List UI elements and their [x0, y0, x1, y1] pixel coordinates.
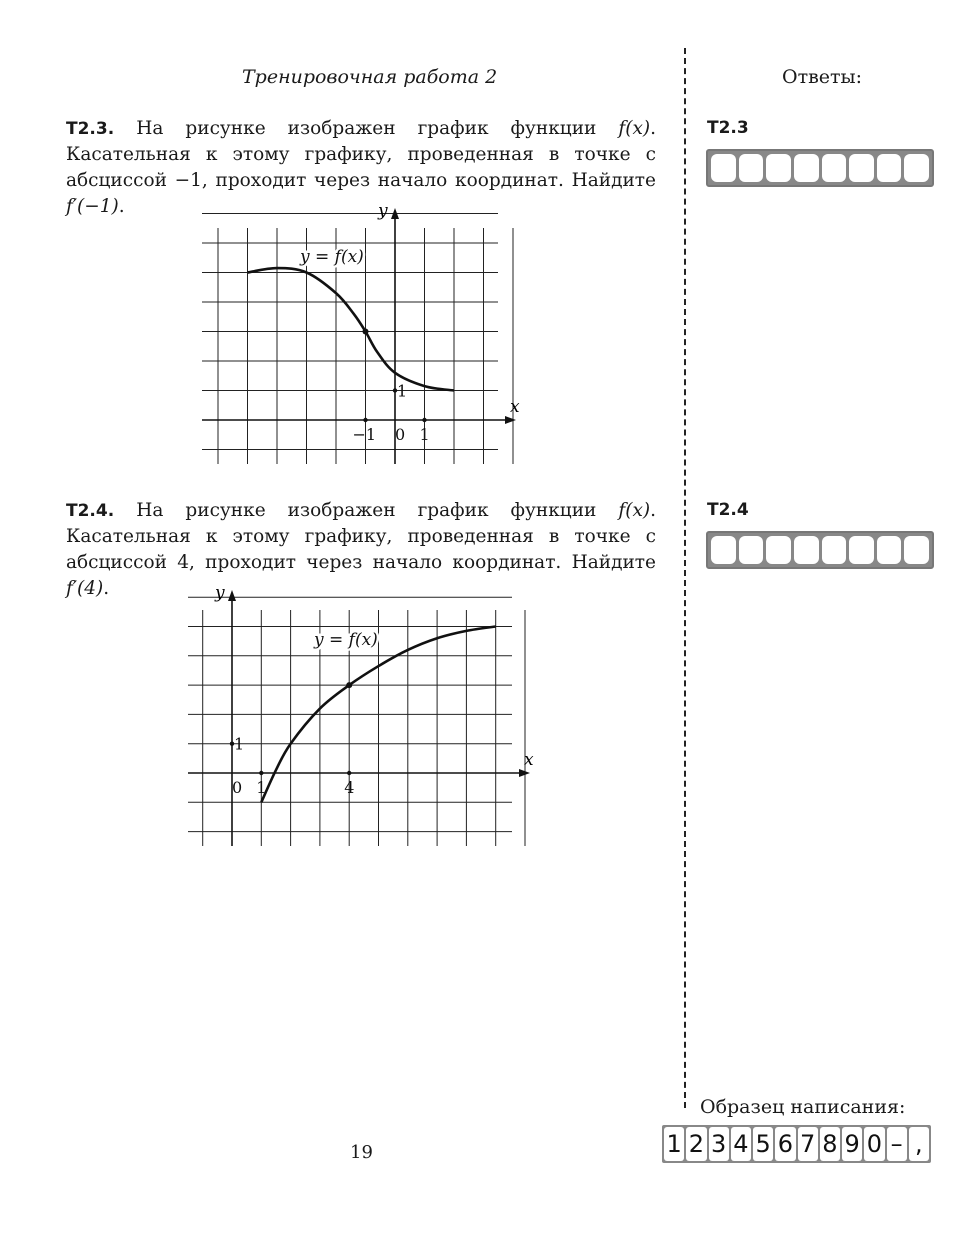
page-number: 19 [350, 1142, 373, 1163]
answer-cell[interactable] [877, 154, 902, 182]
answer-label-t2-3: T2.3 [707, 118, 749, 138]
x-tick-label: 0 [395, 425, 406, 444]
tangent-point [346, 682, 352, 688]
problem-text: На рисунке изображен график функции [114, 500, 619, 521]
x-tick-mark [259, 771, 263, 775]
x-tick-label: −1 [352, 425, 377, 444]
answer-cell[interactable] [794, 536, 819, 564]
sample-char: , [909, 1127, 929, 1161]
curve-label: y = f(x) [314, 630, 378, 650]
answer-cell[interactable] [822, 154, 847, 182]
sample-char: 2 [686, 1127, 706, 1161]
sample-char: 1 [664, 1127, 684, 1161]
x-axis-arrow [505, 416, 516, 424]
sample-char: 8 [820, 1127, 840, 1161]
y-axis-arrow [228, 590, 236, 601]
x-tick-label: 1 [256, 778, 267, 797]
sample-char: 4 [731, 1127, 751, 1161]
problem-text: . [103, 578, 110, 599]
graph-marks [230, 630, 378, 797]
answer-field-t2-4[interactable] [706, 531, 934, 569]
x-tick-label: 1 [419, 425, 430, 444]
sample-char: 7 [798, 1127, 818, 1161]
x-axis-label: x [510, 397, 520, 417]
answer-cell[interactable] [766, 536, 791, 564]
graph-t2-4 [178, 580, 538, 855]
derivative-notation: f′(−1) [66, 196, 119, 217]
x-tick-label: 4 [344, 778, 355, 797]
sample-writing-label: Образец написания: [700, 1096, 906, 1118]
x-tick-label: 0 [232, 778, 243, 797]
function-notation: f(x) [618, 118, 651, 139]
graph-t2-3 [190, 198, 530, 473]
sample-char: 9 [842, 1127, 862, 1161]
answer-cell[interactable] [877, 536, 902, 564]
y-tick-label: 1 [397, 381, 408, 401]
x-tick-mark [347, 771, 351, 775]
page-header-title: Тренировочная работа 2 [242, 66, 498, 88]
answer-cell[interactable] [849, 154, 874, 182]
sample-char: 3 [709, 1127, 729, 1161]
answer-label-t2-4: T2.4 [707, 500, 749, 520]
x-tick-mark [422, 418, 426, 422]
answer-cell[interactable] [822, 536, 847, 564]
graph-marks [299, 247, 430, 444]
problem-text: . Касательная к этому графику, проведенная в точке с абсциссой 4, проходит через начало координат. Найдите [66, 500, 656, 573]
x-tick-mark [363, 418, 367, 422]
y-axis-label: y [215, 583, 225, 603]
answer-cell[interactable] [739, 154, 764, 182]
y-tick-label: 1 [234, 734, 245, 754]
problem-id: T2.4. [66, 501, 115, 521]
sample-writing-strip [662, 1125, 931, 1163]
x-axis-label: x [524, 750, 534, 770]
problem-text: . Касательная к этому графику, проведенная в точке с абсциссой −1, проходит через начало координат. Найдите [66, 118, 656, 191]
answer-cell[interactable] [739, 536, 764, 564]
function-notation: f(x) [618, 500, 651, 521]
derivative-notation: f′(4) [66, 578, 104, 599]
function-curve [248, 268, 455, 390]
problem-text: На рисунке изображен график функции [114, 118, 619, 139]
answer-field-t2-3[interactable] [706, 149, 934, 187]
answer-cell[interactable] [849, 536, 874, 564]
y-axis-label: y [378, 201, 388, 221]
problem-text: . [118, 196, 125, 217]
answer-cell[interactable] [904, 536, 929, 564]
dashed-divider [684, 48, 686, 1108]
answer-cell[interactable] [766, 154, 791, 182]
sample-char: 6 [775, 1127, 795, 1161]
answer-cell[interactable] [711, 536, 736, 564]
answers-heading: Ответы: [782, 66, 863, 88]
sample-char: 0 [864, 1127, 884, 1161]
answer-cell[interactable] [711, 154, 736, 182]
answer-cell[interactable] [794, 154, 819, 182]
answer-cell[interactable] [904, 154, 929, 182]
tangent-point [363, 329, 369, 335]
problem-id: T2.3. [66, 119, 115, 139]
curve-label: y = f(x) [300, 247, 364, 267]
sample-char: – [887, 1127, 907, 1161]
sample-char: 5 [753, 1127, 773, 1161]
